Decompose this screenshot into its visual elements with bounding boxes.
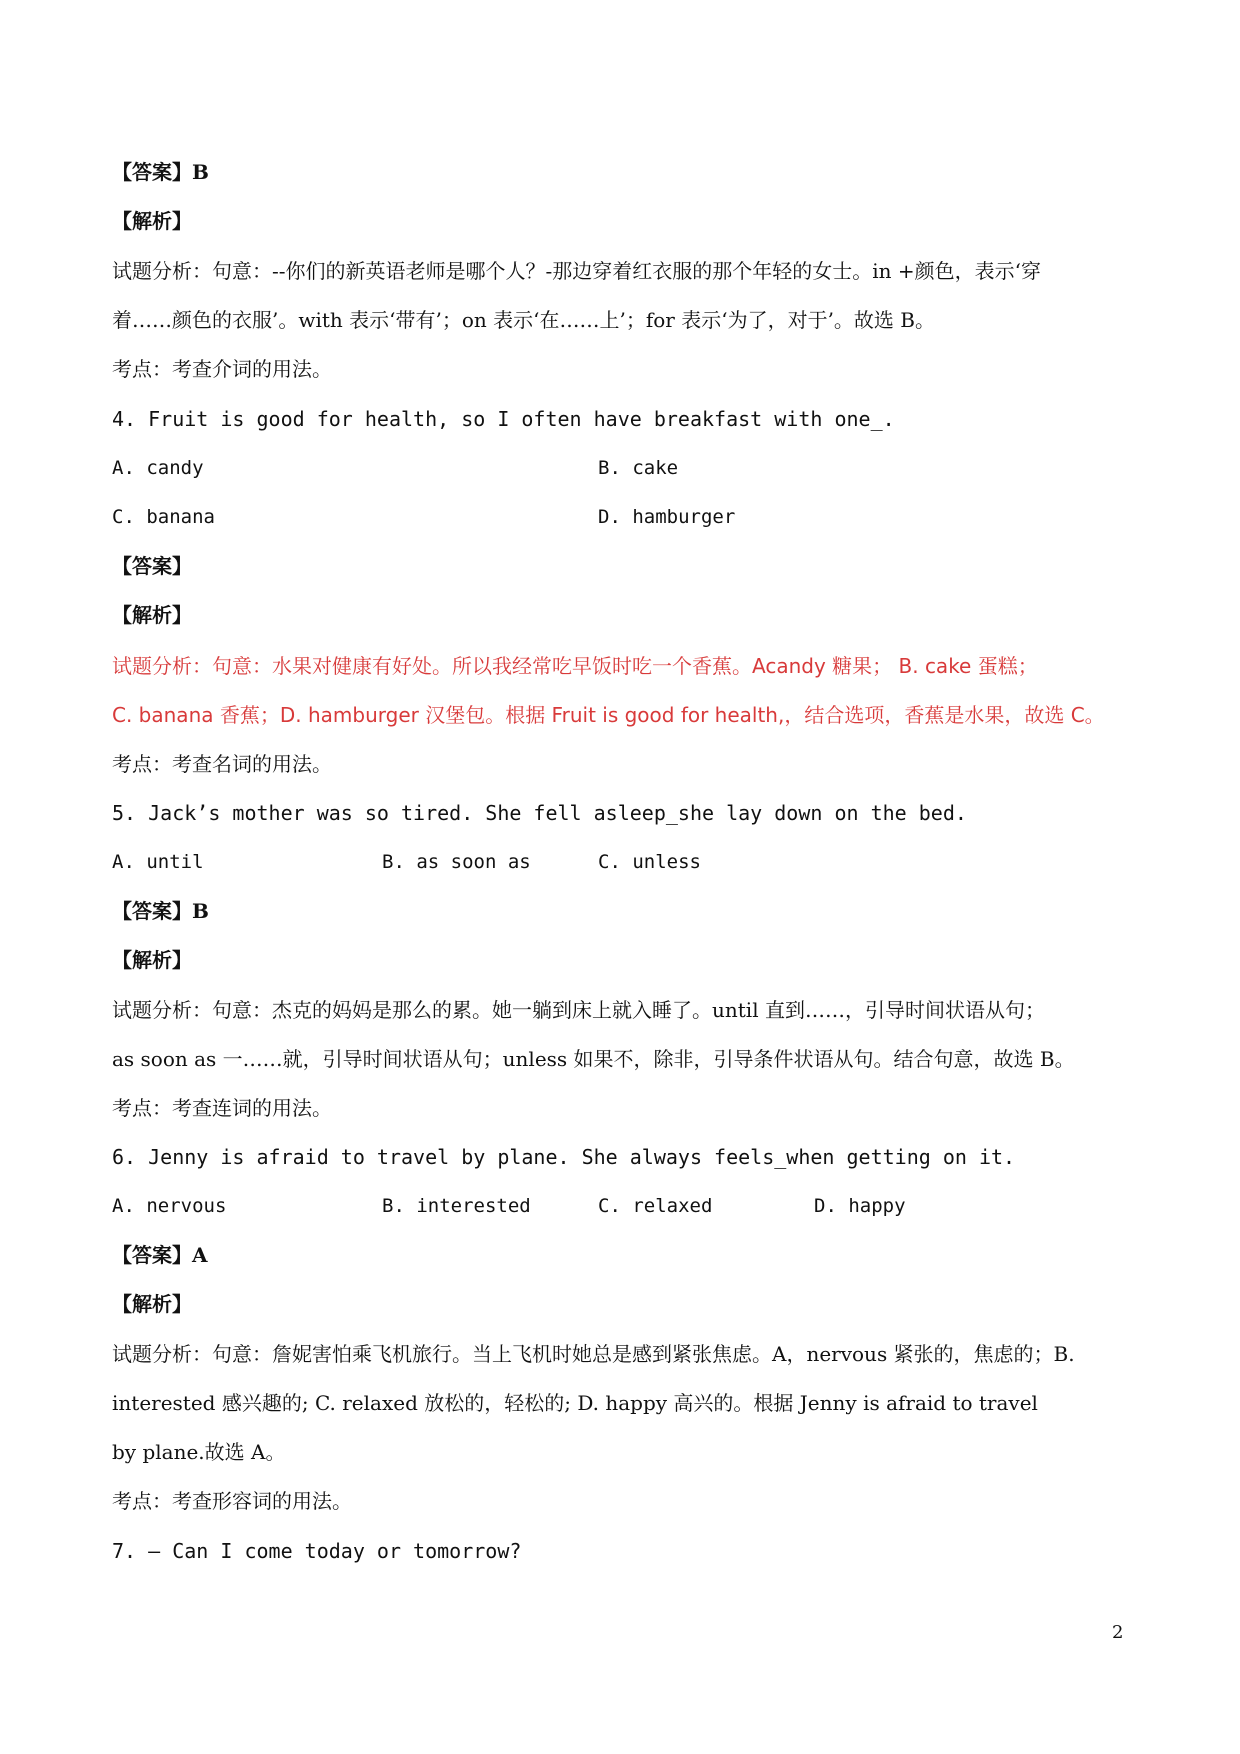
q6-analysis-line-2: interested 感兴趣的; C. relaxed 放松的，轻松的; D. happy 高兴的。根据 Jenny is afraid to travel xyxy=(112,1391,1038,1415)
q6-option-c: C. relaxed xyxy=(598,1195,713,1217)
q5-question: 5. Jack’s mother was so tired. She fell asleep_she lay down on the bed. xyxy=(112,801,967,825)
q5-option-b: B. as soon as xyxy=(382,851,531,873)
q6-option-b: B. interested xyxy=(382,1195,531,1217)
q6-point: 考点：考查形容词的用法。 xyxy=(112,1489,352,1513)
q7-question: 7. — Can I come today or tomorrow? xyxy=(112,1539,522,1563)
q3-analysis-line-2: 着……颜色的衣服’。with 表示‘带有’；on 表示‘在……上’；for 表示‘为了，对于’。故选 B。 xyxy=(112,308,935,332)
q4-analysis-line-1: 试题分析：句意：水果对健康有好处。所以我经常吃早饭时吃一个香蕉。Acandy 糖果； B. cake 蛋糕； xyxy=(112,654,1038,678)
page-number: 2 xyxy=(1112,1622,1124,1643)
q5-option-c: C. unless xyxy=(598,851,701,873)
q6-analysis-line-1: 试题分析：句意：詹妮害怕乘飞机旅行。当上飞机时她总是感到紧张焦虑。A，nervous 紧张的，焦虑的；B. xyxy=(112,1342,1075,1366)
q4-point: 考点：考查名词的用法。 xyxy=(112,752,332,776)
q3-analysis-label: 【解析】 xyxy=(112,209,192,233)
q6-answer: 【答案】A xyxy=(112,1243,208,1267)
q6-analysis-label: 【解析】 xyxy=(112,1292,192,1316)
q6-analysis-line-3: by plane.故选 A。 xyxy=(112,1440,286,1464)
q4-option-c: C. banana xyxy=(112,506,215,528)
q5-analysis-label: 【解析】 xyxy=(112,948,192,972)
q4-analysis-label: 【解析】 xyxy=(112,603,192,627)
q5-analysis-line-2: as soon as 一……就，引导时间状语从句；unless 如果不，除非，引导条件状语从句。结合句意，故选 B。 xyxy=(112,1047,1075,1071)
q4-analysis-line-2: C. banana 香蕉；D. hamburger 汉堡包。根据 Fruit is good for health,，结合选项，香蕉是水果，故选 C。 xyxy=(112,703,1105,727)
q6-option-a: A. nervous xyxy=(112,1195,227,1217)
q4-answer: 【答案】 xyxy=(112,554,192,578)
q5-point: 考点：考查连词的用法。 xyxy=(112,1096,332,1120)
q4-option-d: D. hamburger xyxy=(598,506,736,528)
q6-question: 6. Jenny is afraid to travel by plane. She always feels_when getting on it. xyxy=(112,1145,1016,1169)
q5-analysis-line-1: 试题分析：句意：杰克的妈妈是那么的累。她一躺到床上就入睡了。until 直到……，引导时间状语从句； xyxy=(112,998,1045,1022)
q3-point: 考点：考查介词的用法。 xyxy=(112,357,332,381)
q5-option-a: A. until xyxy=(112,851,204,873)
q4-question: 4. Fruit is good for health, so I often have breakfast with one_. xyxy=(112,407,895,431)
q4-option-b: B. cake xyxy=(598,457,679,479)
q3-analysis-line-1: 试题分析：句意：--你们的新英语老师是哪个人？-那边穿着红衣服的那个年轻的女士。in +颜色，表示‘穿 xyxy=(112,259,1042,283)
q3-answer: 【答案】B xyxy=(112,160,209,184)
q4-option-a: A. candy xyxy=(112,457,204,479)
q6-option-d: D. happy xyxy=(814,1195,906,1217)
q5-answer: 【答案】B xyxy=(112,899,209,923)
